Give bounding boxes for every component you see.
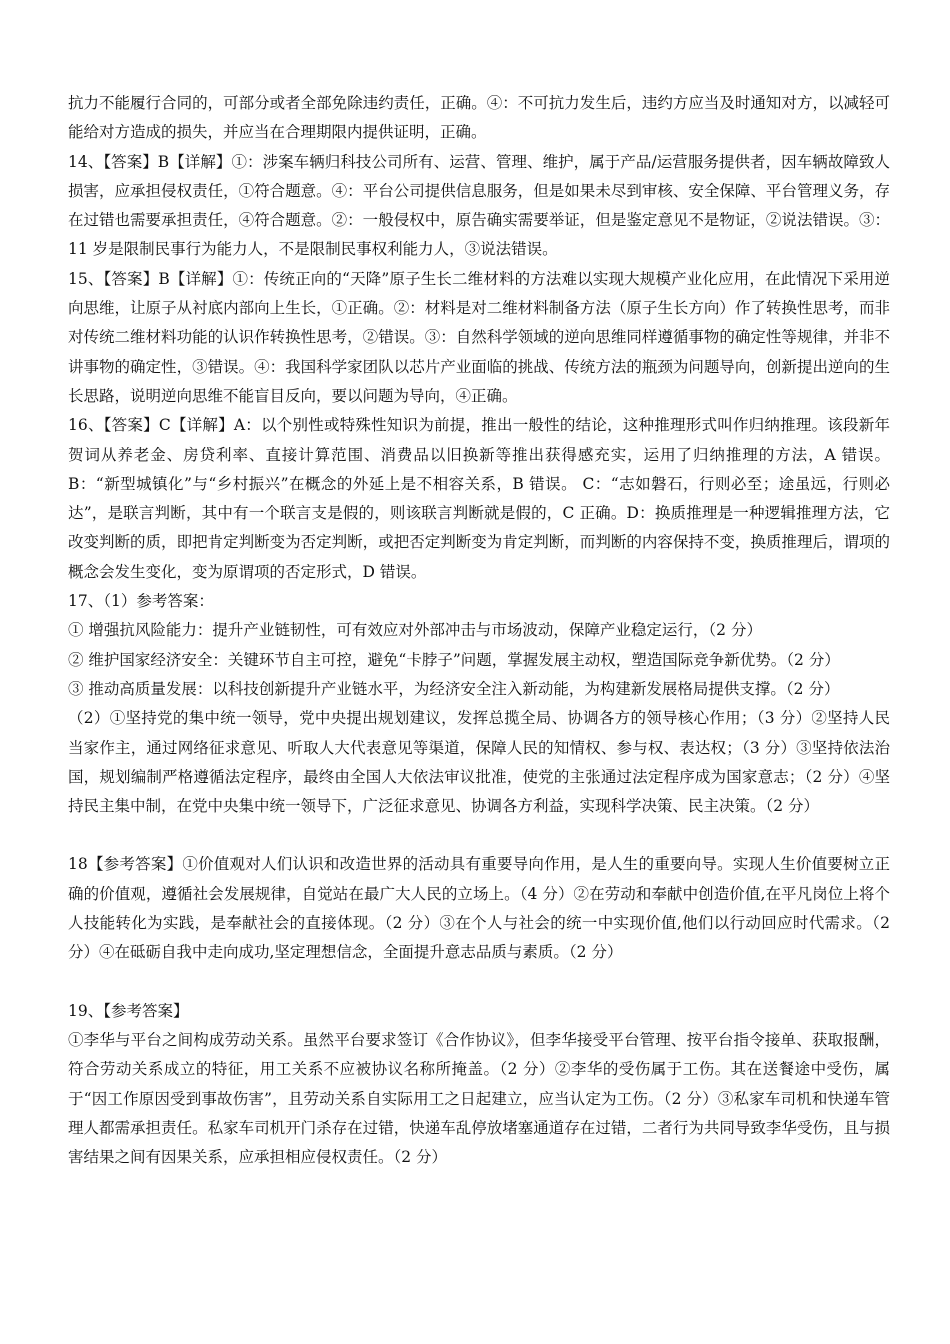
- answer-17-point-2: ② 维护国家经济安全：关键环节自主可控，避免“卡脖子”问题，掌握发展主动权，塑造国际竞争新优势。（2 分）: [68, 650, 840, 669]
- answer-17-part-2: （2）①坚持党的集中统一领导，党中央提出规划建议，发挥总揽全局、协调各方的领导核心作用；（3 分）②坚持人民当家作主，通过网络征求意见、听取人大代表意见等渠道，保障人民的知情权、参与权、表达权；（3 分）③坚持依法治国，规划编制严格遵循法定程序，最终由全国人大依法审议批准，使党的主张通过法定程序成为国家意志；（2 分）④坚持民主集中制，在党中央集中统一领导下，广泛征求意见、协调各方利益，实现科学决策、民主决策。（2 分）: [68, 709, 890, 816]
- answer-15: 15、【答案】B【详解】①：传统正向的“天降”原子生长二维材料的方法难以实现大规模产业化应用，在此情况下采用逆向思维，让原子从衬底内部向上生长，①正确。②：材料是对二维材料制备方法（原子生长方向）作了转换性思考，而非对传统二维材料功能的认识作转换性思考，②错误。③：自然科学领域的逆向思维同样遵循事物的确定性等规律，并非不讲事物的确定性，③错误。④：我国科学家团队以芯片产业面临的挑战、传统方法的瓶颈为问题导向，创新提出逆向的生长思路，说明逆向思维不能盲目反向，要以问题为导向，④正确。: [68, 269, 890, 405]
- paragraph-force-majeure: 抗力不能履行合同的，可部分或者全部免除违约责任，正确。④：不可抗力发生后，违约方应当及时通知对方，以减轻可能给对方造成的损失，并应当在合理期限内提供证明，正确。: [68, 94, 890, 142]
- paragraph-spacer: [68, 821, 890, 850]
- answer-17-point-1: ① 增强抗风险能力：提升产业链韧性，可有效应对外部冲击与市场波动，保障产业稳定运行，（2 分）: [68, 621, 762, 640]
- answer-17-heading: 17、（1）参考答案：: [68, 592, 214, 611]
- paragraph-spacer: [68, 968, 890, 997]
- answer-16: 16、【答案】C【详解】A：以个别性或特殊性知识为前提，推出一般性的结论，这种推理形式叫作归纳推理。该段新年贺词从养老金、房贷利率、直接计算范围、消费品以旧换新等推出获得感充实，运用了归纳推理的方法，A 错误。 B：“新型城镇化”与“乡村振兴”在概念的外延上是不相容关系，B 错误。 C：“志如磐石，行则必至；途虽远，行则必达”，是联言判断，其中有一个联言支是假的，则该联言判断就是假的，C 正确。D：换质推理是一种逻辑推理方法，它改变判断的质，即把肯定判断变为否定判断，或把否定判断变为肯定判断，而判断的内容保持不变，换质推理后，谓项的概念会发生变化，变为原谓项的否定形式，D 错误。: [68, 416, 890, 581]
- answer-14: 14、【答案】B【详解】①：涉案车辆归科技公司所有、运营、管理、维护，属于产品/运营服务提供者，因车辆故障致人损害，应承担侵权责任，①符合题意。④：平台公司提供信息服务，但是如果未尽到审核、安全保障、平台管理义务，存在过错也需要承担责任，④符合题意。②：一般侵权中，原告确实需要举证，但是鉴定意见不是物证，②说法错误。③：11 岁是限制民事行为能力人，不是限制民事权利能力人，③说法错误。: [68, 152, 890, 259]
- answer-19-body: ①李华与平台之间构成劳动关系。虽然平台要求签订《合作协议》，但李华接受平台管理、按平台指令接单、获取报酬，符合劳动关系成立的特征，用工关系不应被协议名称所掩盖。（2 分）②李华的受伤属于工伤。其在送餐途中受伤，属于“因工作原因受到事故伤害”，且劳动关系自实际用工之日起建立，应当认定为工伤。（2 分）③私家车司机和快递车管理人都需承担责任。私家车司机开门杀存在过错，快递车乱停放堵塞通道存在过错，二者行为共同导致李华受伤，且与损害结果之间有因果关系，应承担相应侵权责任。（2 分）: [68, 1030, 890, 1167]
- answer-18: 18【参考答案】①价值观对人们认识和改造世界的活动具有重要导向作用，是人生的重要向导。实现人生价值要树立正确的价值观，遵循社会发展规律，自觉站在最广大人民的立场上。（4 分）②在劳动和奉献中创造价值,在平凡岗位上将个人技能转化为实践，是奉献社会的直接体现。（2 分）③在个人与社会的统一中实现价值,他们以行动回应时代需求。（2 分）④在砥砺自我中走向成功,坚定理想信念，全面提升意志品质与素质。（2 分）: [68, 855, 890, 962]
- answer-17-point-3: ③ 推动高质量发展：以科技创新提升产业链水平，为经济安全注入新动能，为构建新发展格局提供支撑。（2 分）: [68, 679, 840, 698]
- answer-19-heading: 19、【参考答案】: [68, 1001, 189, 1020]
- document-page: [68, 89, 890, 1172]
